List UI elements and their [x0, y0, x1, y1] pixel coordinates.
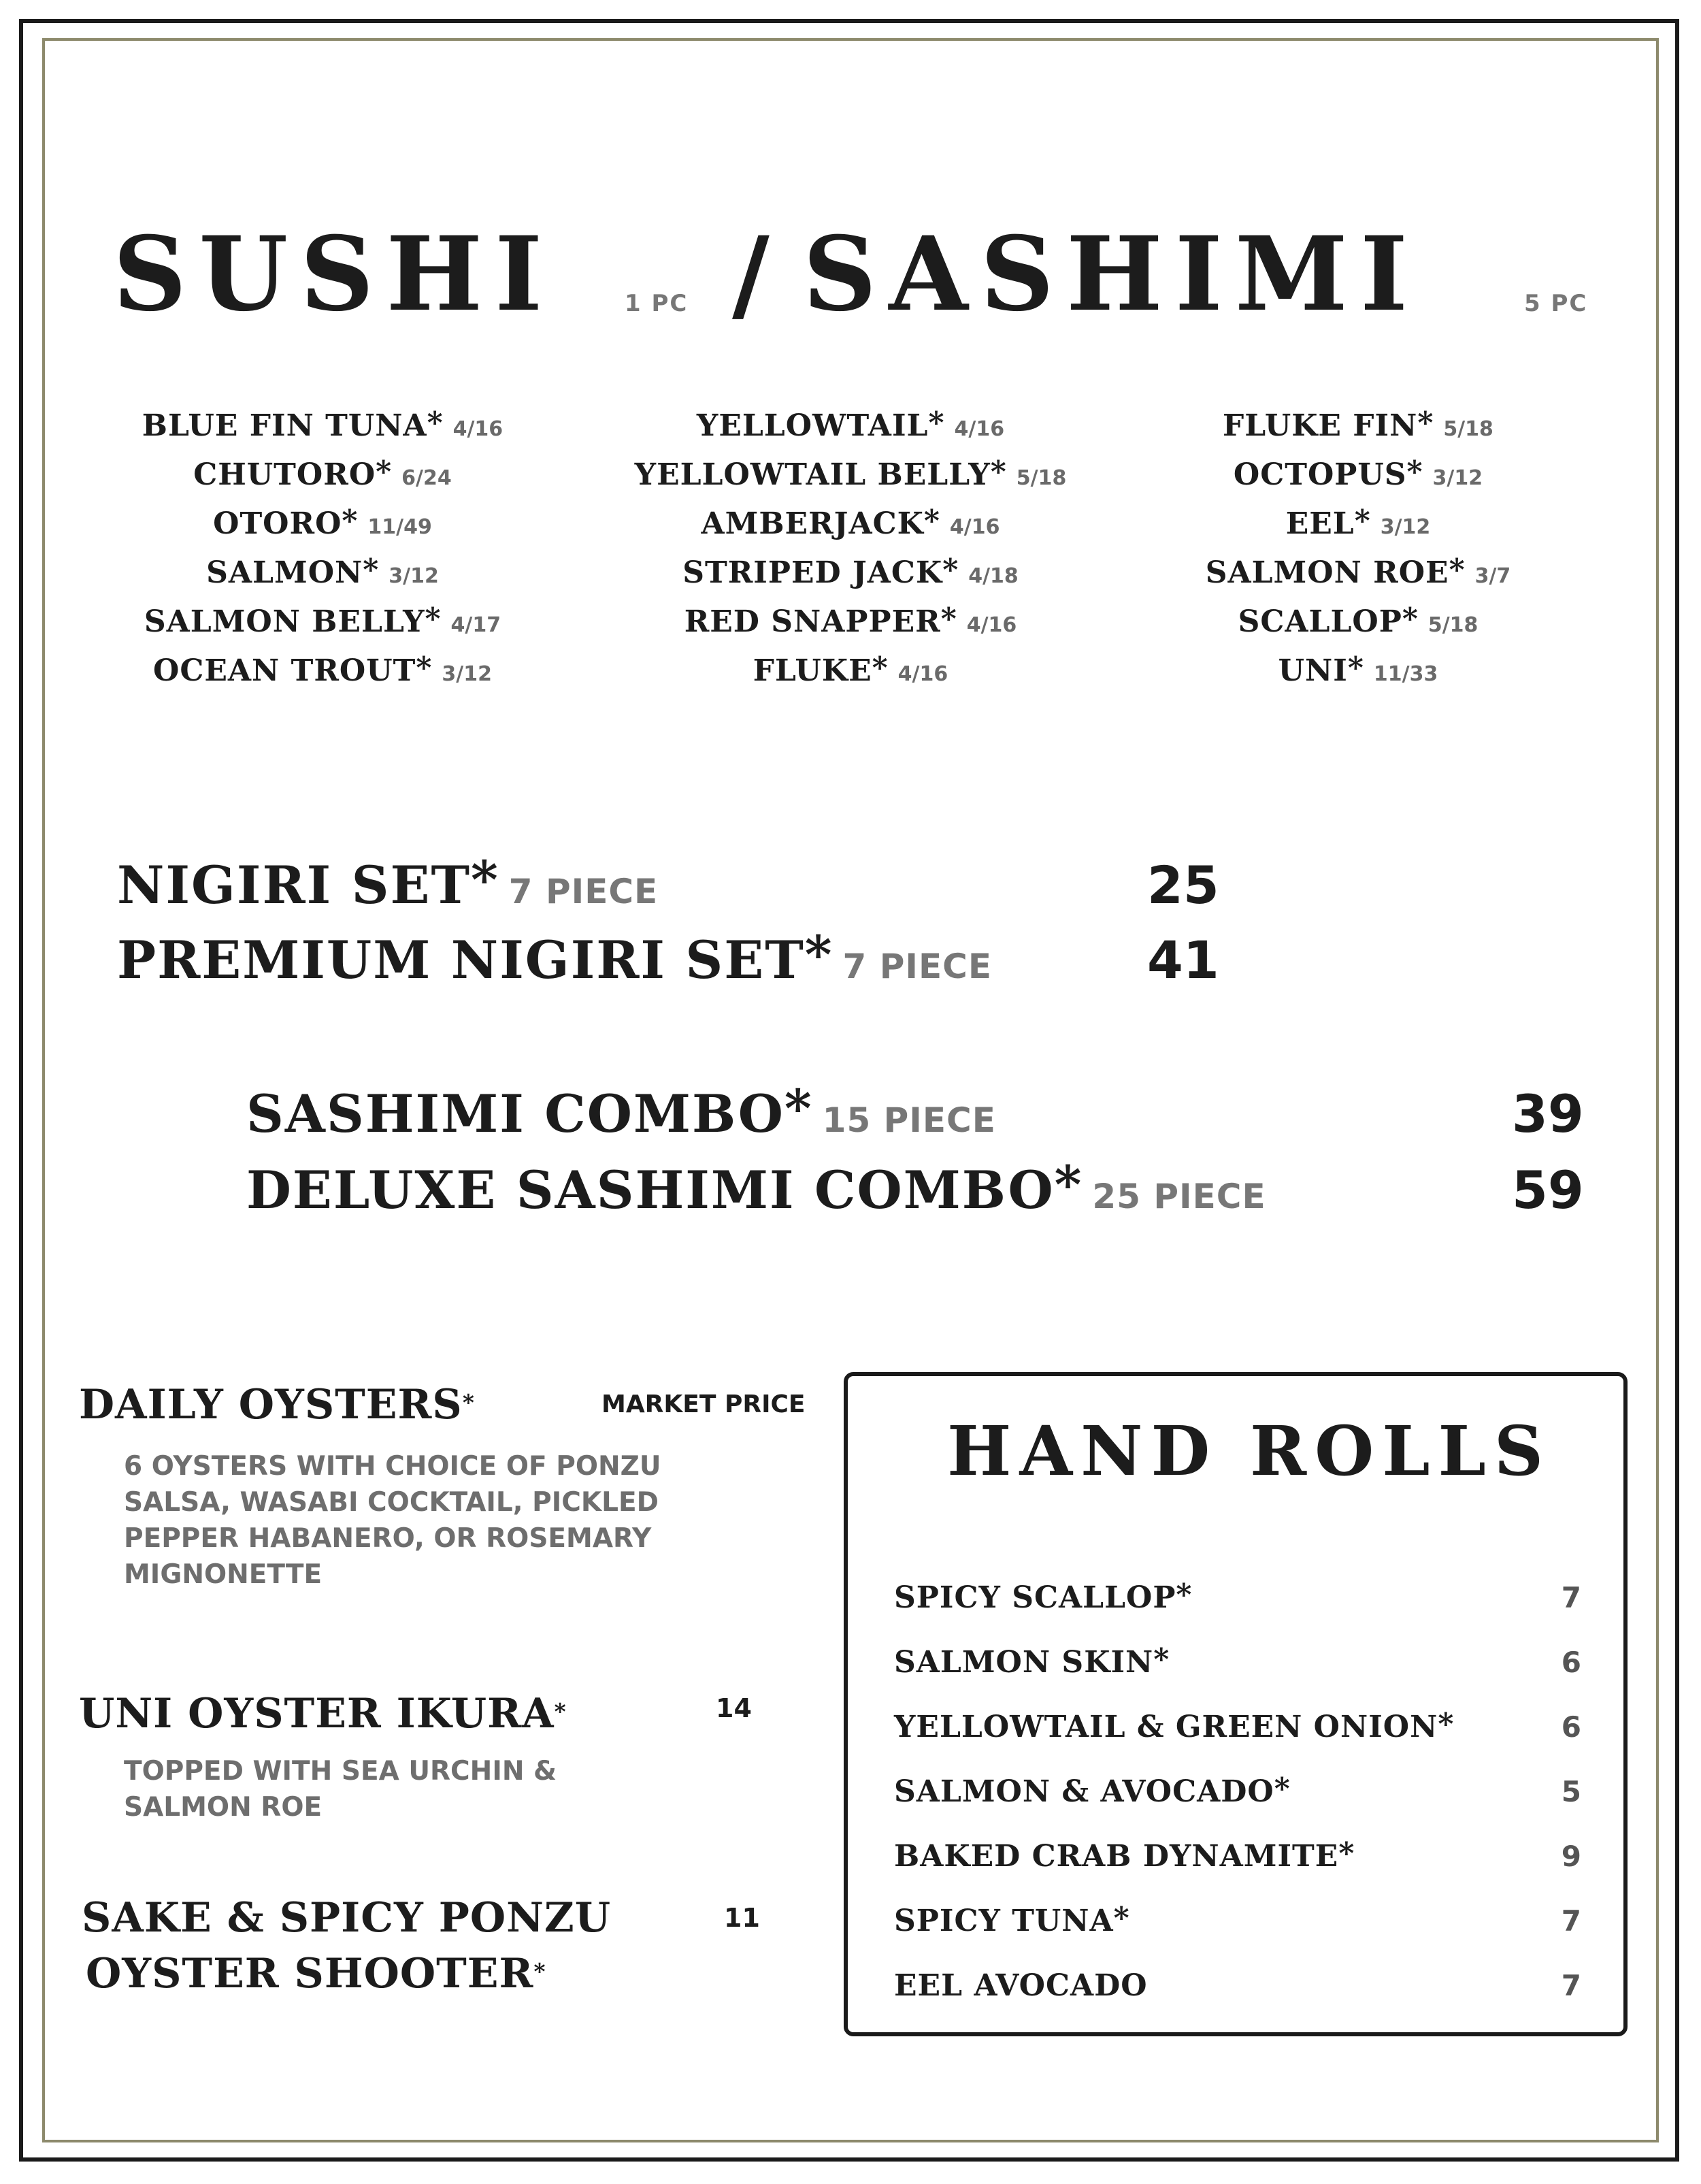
menu-item: [592, 598, 1109, 647]
item-price: 3/12: [1380, 515, 1431, 539]
menu-item: [592, 500, 1109, 549]
hand-roll-item: [894, 1759, 1581, 1824]
menu-item: [64, 598, 581, 647]
hand-roll-price: 6: [1561, 1646, 1581, 1679]
set-nigiri: [117, 848, 658, 923]
item-price: 4/17: [450, 613, 501, 637]
oyster-shooter-line2: [86, 1946, 546, 2001]
item-name: SALMON BELLY: [144, 604, 425, 639]
set-price: 59: [1512, 1160, 1584, 1220]
set-name: SASHIMI COMBO: [246, 1083, 785, 1144]
oyster-name-text: UNI OYSTER IKURA: [79, 1690, 555, 1738]
uni-oyster-name: [79, 1686, 567, 1741]
title-sashimi: SASHIMI: [803, 214, 1421, 334]
oyster-name-text: DAILY OYSTERS: [79, 1381, 463, 1429]
asterisk: *: [1176, 1577, 1193, 1612]
asterisk: *: [376, 454, 393, 489]
item-name: EEL: [1285, 506, 1355, 541]
set-price: 41: [1147, 930, 1219, 990]
hand-roll-price: 7: [1561, 1904, 1581, 1938]
set-deluxe-sashimi-combo: [246, 1153, 1266, 1228]
hand-roll-item: [894, 1630, 1581, 1695]
menu-item: [64, 451, 581, 500]
item-name: STRIPED JACK: [682, 555, 943, 590]
item-name: SALMON ROE: [1205, 555, 1449, 590]
asterisk: *: [416, 650, 433, 685]
hand-roll-price: 7: [1561, 1581, 1581, 1614]
hand-roll-price: 7: [1561, 1969, 1581, 2002]
title-sushi-unit: 1 PC: [625, 290, 689, 317]
item-price: 4/16: [966, 613, 1017, 637]
title-sashimi-unit: 5 PC: [1524, 290, 1588, 317]
asterisk: *: [1054, 1154, 1083, 1216]
menu-item: [64, 402, 581, 451]
set-name: DELUXE SASHIMI COMBO: [246, 1160, 1055, 1220]
hand-roll-name: SPICY SCALLOP: [894, 1580, 1176, 1615]
hand-roll-name: SALMON SKIN: [894, 1645, 1154, 1680]
hand-roll-price: 5: [1561, 1775, 1581, 1808]
asterisk: *: [940, 601, 957, 636]
item-name: YELLOWTAIL: [696, 408, 929, 443]
asterisk: *: [1153, 1642, 1170, 1677]
set-size: 7 PIECE: [842, 947, 992, 986]
asterisk: *: [1449, 552, 1466, 587]
title-sushi: SUSHI: [113, 214, 555, 334]
item-price: 5/18: [1427, 613, 1479, 637]
item-name: SCALLOP: [1238, 604, 1402, 639]
asterisk: *: [784, 1078, 813, 1139]
hand-roll-name: SALMON & AVOCADO: [894, 1774, 1274, 1809]
menu-item: [1100, 451, 1617, 500]
daily-oysters-price: MARKET PRICE: [601, 1390, 806, 1418]
daily-oysters-desc: 6 OYSTERS WITH CHOICE OF PONZU SALSA, WASABI COCKTAIL, PICKLED PEPPER HABANERO, OR ROSEMARY MIGNONETTE: [124, 1451, 661, 1590]
asterisk: *: [425, 601, 442, 636]
asterisk: *: [1406, 454, 1423, 489]
title-slash: /: [732, 214, 770, 334]
item-price: 4/18: [968, 564, 1019, 588]
menu-item: [1100, 500, 1617, 549]
menu-item: [64, 549, 581, 598]
asterisk: *: [804, 924, 833, 985]
item-price: 4/16: [954, 417, 1005, 441]
menu-item: [1100, 598, 1617, 647]
uni-oyster-desc: TOPPED WITH SEA URCHIN & SALMON ROE: [124, 1756, 557, 1823]
asterisk: *: [990, 454, 1007, 489]
set-name: PREMIUM NIGIRI SET: [117, 930, 805, 990]
set-price: 25: [1147, 855, 1219, 915]
asterisk: *: [923, 503, 940, 538]
daily-oysters-name: [79, 1378, 475, 1432]
hand-roll-name: YELLOWTAIL & GREEN ONION: [894, 1710, 1438, 1744]
menu-item: [1100, 549, 1617, 598]
hand-roll-item: [894, 1824, 1581, 1889]
menu-item: [592, 402, 1109, 451]
asterisk: *: [363, 552, 380, 587]
hand-roll-price: 6: [1561, 1710, 1581, 1744]
set-size: 7 PIECE: [508, 872, 659, 911]
menu-item: [64, 500, 581, 549]
set-sashimi-combo: [246, 1077, 996, 1152]
item-price: 5/18: [1016, 466, 1067, 490]
asterisk: *: [471, 849, 499, 911]
asterisk: *: [427, 405, 444, 440]
item-price: 3/7: [1474, 564, 1511, 588]
item-name: YELLOWTAIL BELLY: [634, 457, 991, 492]
menu-title: [0, 216, 1701, 332]
asterisk: *: [942, 552, 959, 587]
item-price: 4/16: [897, 662, 948, 686]
menu-item: [592, 451, 1109, 500]
hand-roll-name: BAKED CRAB DYNAMITE: [894, 1839, 1339, 1874]
item-price: 3/12: [442, 662, 492, 686]
hand-rolls-title: HAND ROLLS: [947, 1411, 1552, 1491]
menu-item: [592, 549, 1109, 598]
item-name: OCTOPUS: [1233, 457, 1407, 492]
item-price: 3/12: [389, 564, 439, 588]
asterisk: *: [462, 1388, 475, 1416]
item-price: 4/16: [452, 417, 503, 441]
set-size: 15 PIECE: [822, 1101, 996, 1140]
oyster-name-text: OYSTER SHOOTER: [86, 1950, 534, 1998]
uni-oyster-price: 14: [716, 1693, 752, 1723]
item-name: SALMON: [206, 555, 363, 590]
item-price: 4/16: [949, 515, 1000, 539]
hand-roll-name: EEL AVOCADO: [894, 1968, 1148, 2003]
asterisk: *: [1438, 1706, 1455, 1742]
menu-column-1: [64, 402, 581, 696]
asterisk: *: [533, 1957, 546, 1985]
item-name: OCEAN TROUT: [153, 653, 416, 688]
oyster-shooter-line1: SAKE & SPICY PONZU: [82, 1894, 612, 1942]
asterisk: *: [1354, 503, 1371, 538]
item-name: OTORO: [213, 506, 342, 541]
hand-roll-name: SPICY TUNA: [894, 1904, 1114, 1938]
asterisk: *: [554, 1697, 567, 1725]
asterisk: *: [928, 405, 945, 440]
hand-roll-price: 9: [1561, 1840, 1581, 1873]
menu-column-2: [592, 402, 1109, 696]
hand-roll-item: [894, 1565, 1581, 1630]
set-price: 39: [1512, 1083, 1584, 1144]
item-name: CHUTORO: [193, 457, 376, 492]
asterisk: *: [1338, 1836, 1355, 1871]
hand-roll-item: [894, 1889, 1581, 1953]
item-price: 11/49: [367, 515, 432, 539]
menu-item: [1100, 402, 1617, 451]
hand-rolls-box: [844, 1372, 1628, 2036]
item-name: RED SNAPPER: [684, 604, 941, 639]
item-name: BLUE FIN TUNA: [142, 408, 427, 443]
item-name: AMBERJACK: [701, 506, 924, 541]
item-name: UNI: [1278, 653, 1348, 688]
hand-roll-item: [894, 1695, 1581, 1759]
asterisk: *: [1113, 1900, 1130, 1936]
item-name: FLUKE: [753, 653, 872, 688]
asterisk: *: [1347, 650, 1364, 685]
item-price: 3/12: [1432, 466, 1483, 490]
set-size: 25 PIECE: [1092, 1177, 1266, 1216]
menu-item: [592, 647, 1109, 696]
asterisk: *: [1274, 1771, 1291, 1806]
asterisk: *: [342, 503, 359, 538]
oyster-shooter-price: 11: [724, 1903, 760, 1933]
item-price: 6/24: [401, 466, 452, 490]
asterisk: *: [1402, 601, 1419, 636]
item-price: 11/33: [1373, 662, 1438, 686]
hand-roll-item: [894, 1953, 1581, 2018]
menu-item: [64, 647, 581, 696]
set-name: NIGIRI SET: [117, 855, 472, 915]
asterisk: *: [872, 650, 889, 685]
menu-item: [1100, 647, 1617, 696]
item-price: 5/18: [1443, 417, 1493, 441]
set-premium-nigiri: [117, 923, 992, 998]
asterisk: *: [1417, 405, 1434, 440]
item-name: FLUKE FIN: [1223, 408, 1418, 443]
menu-column-3: [1100, 402, 1617, 696]
